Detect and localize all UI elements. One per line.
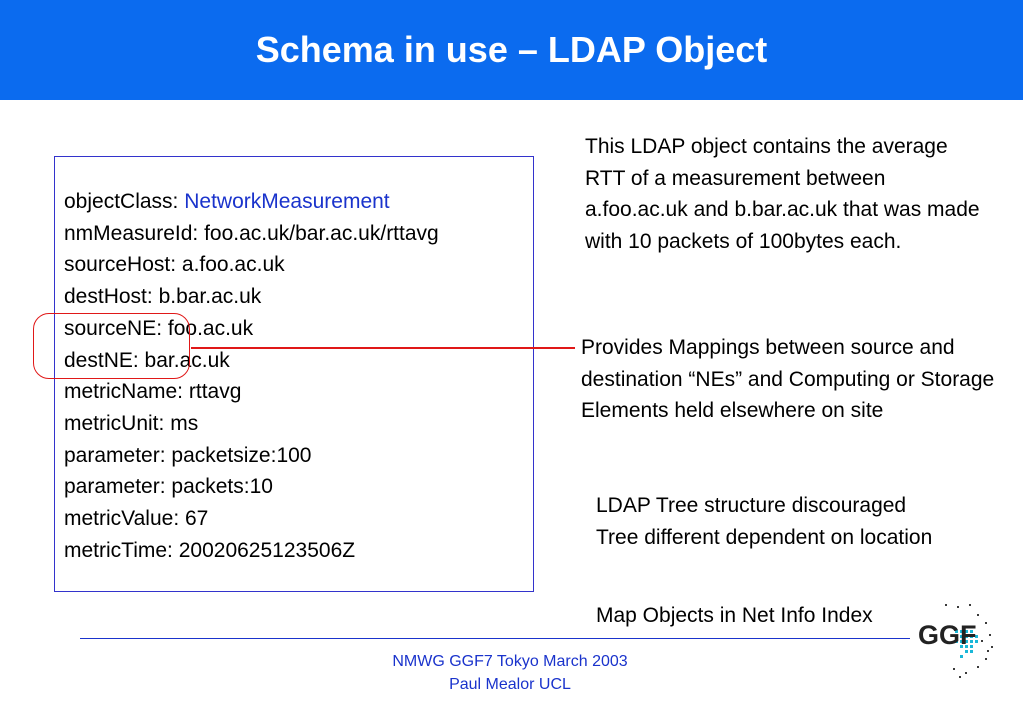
ne-highlight-oval: [33, 313, 190, 379]
logo-text: GGF: [918, 620, 977, 650]
index-note-text: Map Objects in Net Info Index: [596, 604, 873, 627]
attr-key: parameter:: [64, 475, 166, 499]
attr-value: rttavg: [188, 380, 242, 404]
attr-value: foo.ac.uk/bar.ac.uk/rttavg: [204, 221, 439, 245]
tree-note-line: LDAP Tree structure discouraged: [596, 494, 907, 517]
ggf-logo-icon: [915, 600, 995, 680]
attr-value: b.bar.ac.uk: [158, 285, 262, 309]
attr-key: sourceHost:: [64, 253, 177, 277]
attr-value: a.foo.ac.uk: [181, 253, 285, 277]
ldap-line: [64, 535, 439, 567]
slide-title: Schema in use – LDAP Object: [255, 29, 768, 70]
tree-note: [596, 490, 1006, 553]
attr-value: 67: [185, 507, 209, 531]
attr-value: ms: [170, 411, 199, 435]
ldap-line: [64, 376, 439, 408]
ldap-line: [64, 471, 439, 503]
attr-key: sourceNE:: [64, 316, 163, 340]
ldap-line: [64, 408, 439, 440]
attr-key: destHost:: [64, 285, 153, 309]
tree-note-line: Tree different dependent on location: [596, 525, 933, 549]
footer-divider: [80, 638, 910, 639]
attr-value: foo.ac.uk: [167, 316, 254, 340]
attr-key: destNE:: [64, 348, 139, 372]
ldap-line: [64, 249, 439, 281]
mapping-note-text: Provides Mappings between source and destination “NEs” and Computing or Storage Elements held elsewhere on site: [581, 336, 995, 422]
footer-event: NMWG GGF7 Tokyo March 2003: [392, 653, 628, 670]
attr-key: nmMeasureId:: [64, 221, 199, 245]
attr-value: 20020625123506Z: [178, 538, 356, 562]
attr-value: NetworkMeasurement: [184, 190, 390, 213]
attr-key: metricUnit:: [64, 411, 165, 435]
ldap-line: [64, 218, 439, 250]
attr-value: packets:10: [171, 475, 273, 499]
attr-key: parameter:: [64, 443, 166, 467]
attr-value: bar.ac.uk: [144, 348, 230, 372]
attr-key: metricName:: [64, 380, 184, 404]
ldap-line: [64, 503, 439, 535]
attr-key: metricValue:: [64, 507, 180, 531]
ldap-line: [64, 440, 439, 472]
attr-value: packetsize:100: [171, 443, 312, 467]
rtt-summary-text: This LDAP object contains the average RTT of a measurement between a.foo.ac.uk and b.bar.ac.uk that was made with 10 packets of 100bytes each.: [585, 135, 980, 253]
mapping-connector-line: [191, 347, 575, 349]
attr-key: objectClass:: [64, 190, 179, 213]
attr-key: metricTime:: [64, 538, 173, 562]
ldap-line: [64, 186, 439, 218]
ldap-line: [64, 281, 439, 313]
footer-author: Paul Mealor UCL: [449, 676, 571, 693]
